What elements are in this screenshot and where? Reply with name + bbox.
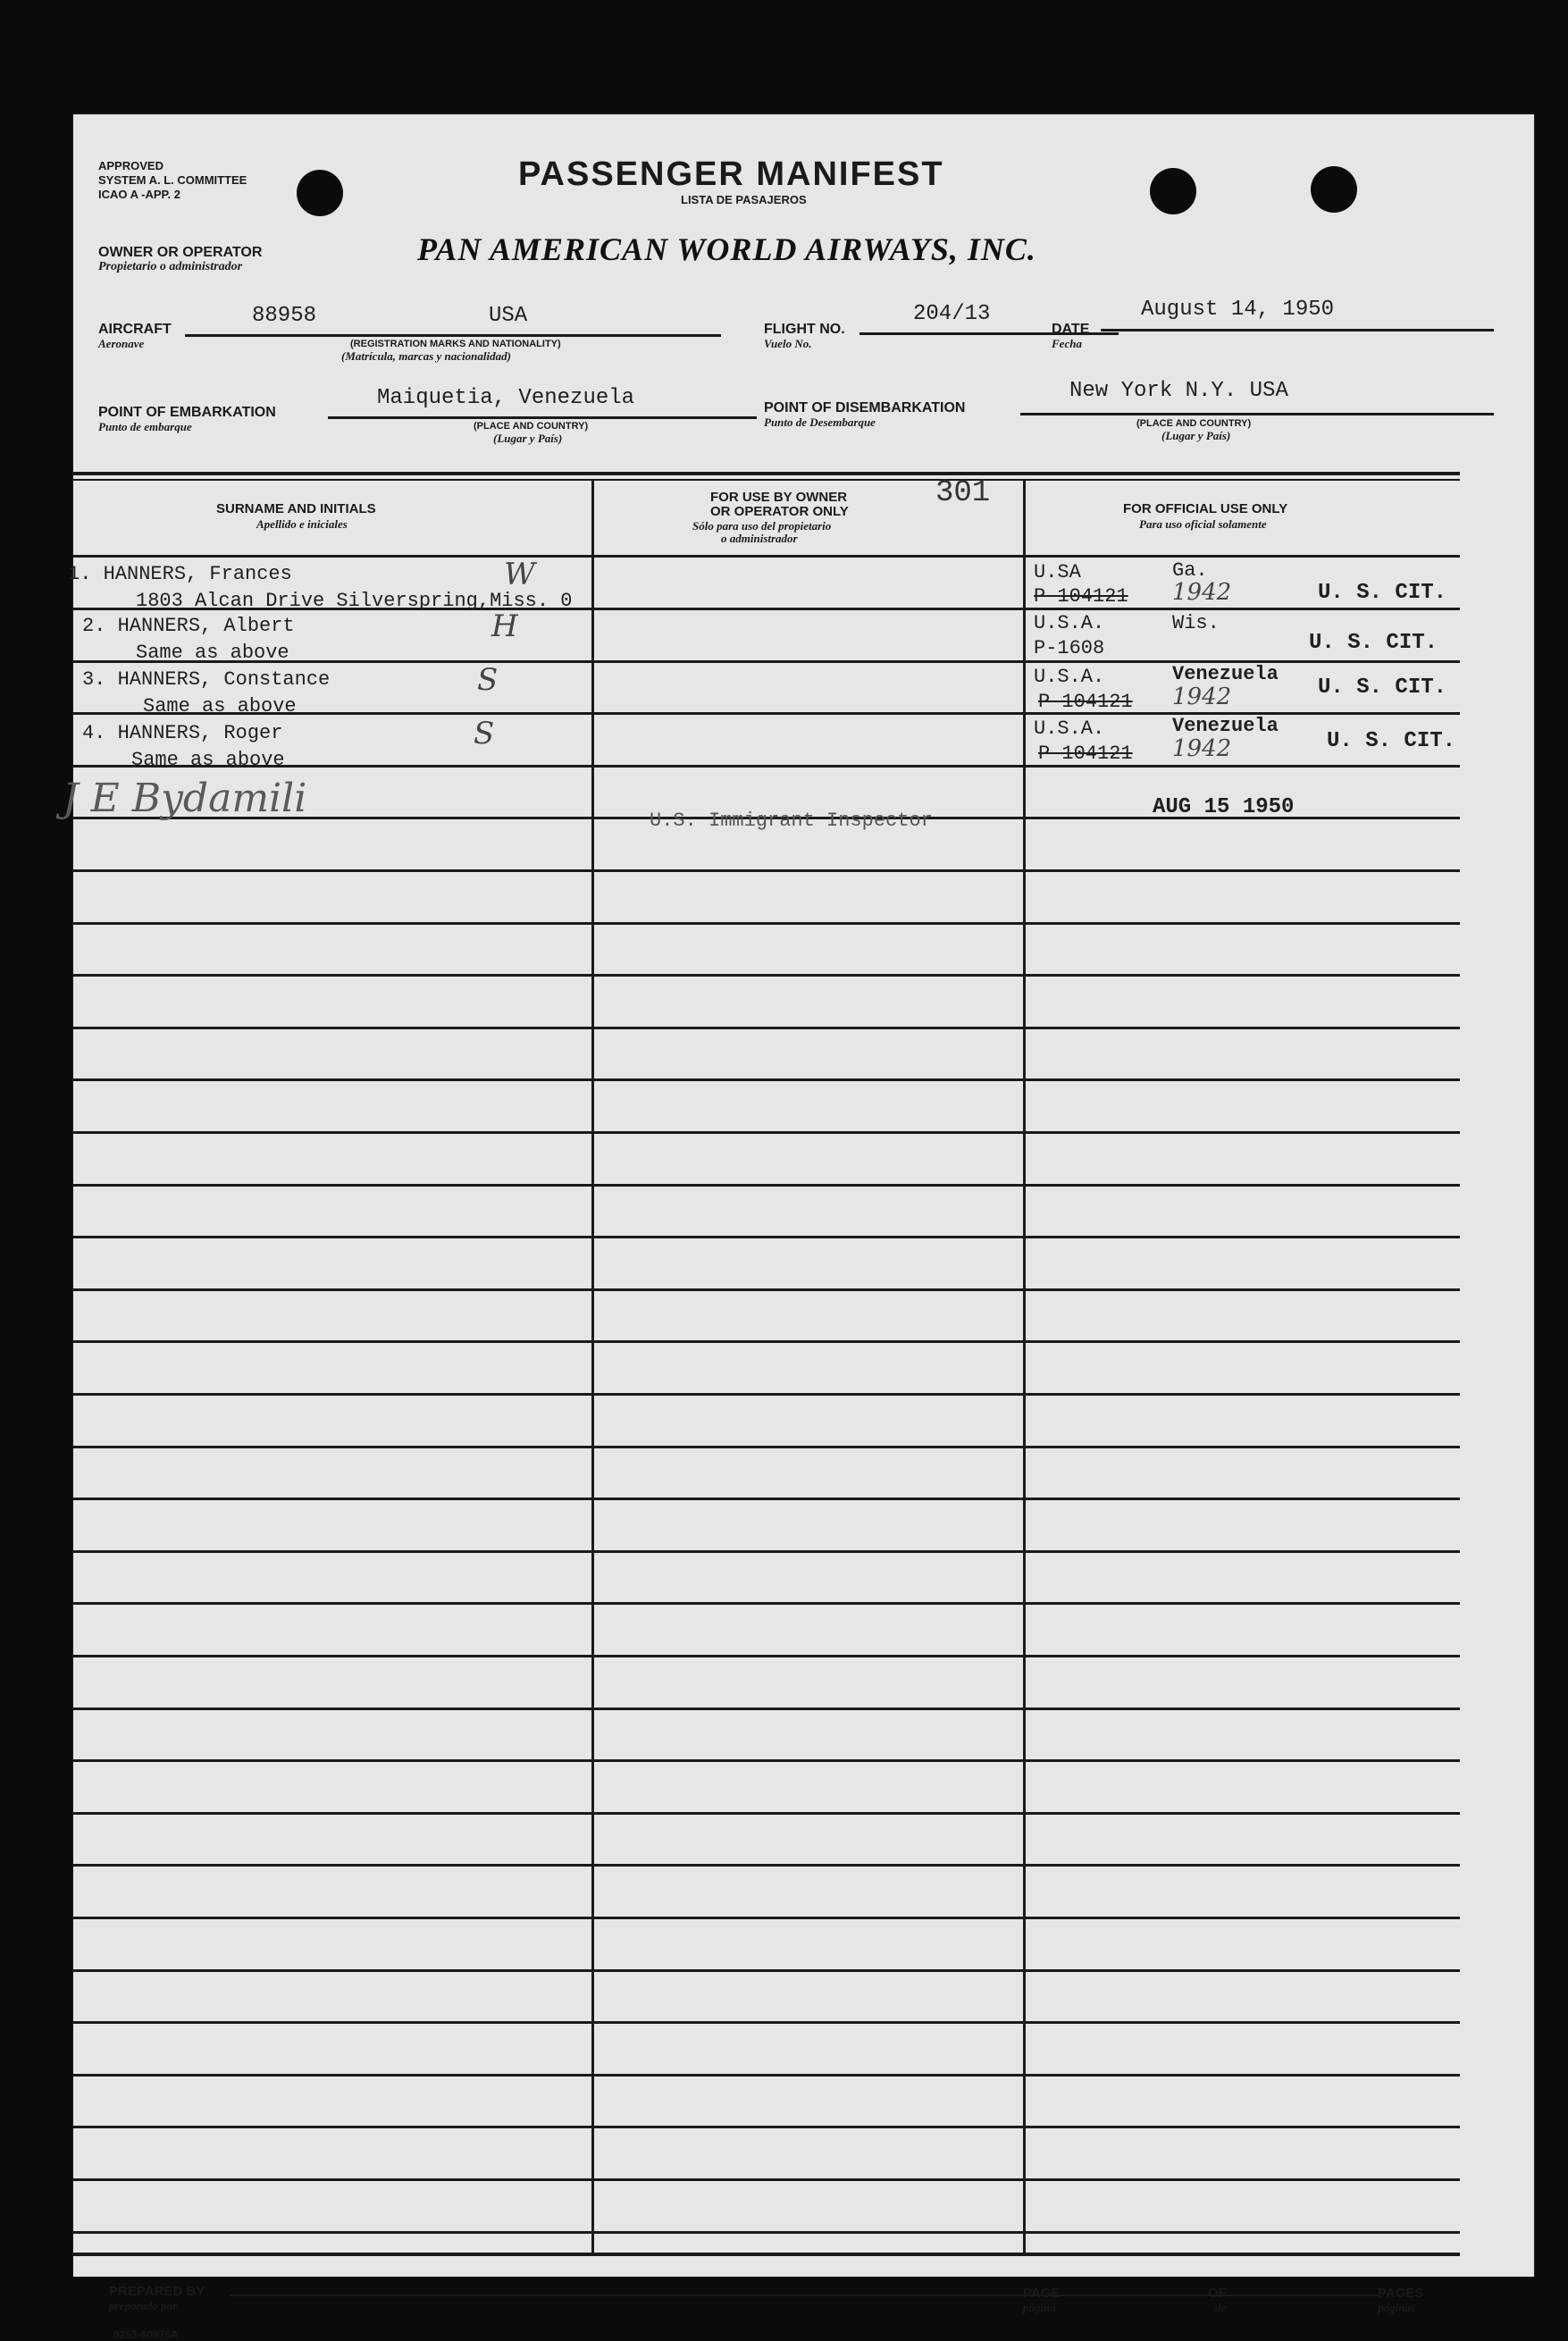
date-label-spanish: Fecha	[1052, 337, 1082, 350]
official-place: Ga.	[1172, 559, 1208, 582]
ruled-line	[73, 1184, 1460, 1187]
aircraft-underline	[185, 334, 721, 337]
disembarkation-underline	[1020, 413, 1494, 415]
passenger-name: 3. HANNERS, Constance	[82, 668, 331, 691]
nationality-value: USA	[489, 304, 528, 328]
passenger-handwritten-mark: S	[474, 716, 495, 751]
ruled-line	[73, 1708, 1460, 1710]
date-label: DATE	[1052, 322, 1090, 337]
official-country: U.S.A.	[1034, 717, 1105, 740]
embarkation-place-caption-spanish: (Lugar y País)	[493, 432, 563, 445]
pages-label-spanish: páginas	[1378, 2301, 1415, 2314]
pages-underline	[1235, 2295, 1378, 2296]
column-official-heading: FOR OFFICIAL USE ONLY	[1123, 501, 1288, 516]
ruled-line	[73, 1602, 1460, 1605]
passenger-handwritten-mark: H	[491, 608, 518, 644]
official-status: U. S. CIT.	[1327, 729, 1456, 753]
inspector-signature: J E Bydamili	[63, 776, 307, 821]
owner-label-spanish: Propietario o administrador	[98, 260, 243, 273]
inspector-caption: U.S. Immigrant Inspector	[650, 810, 933, 832]
approval-line-2: SYSTEM A. L. COMMITTEE	[98, 173, 247, 187]
ruled-line	[73, 1864, 1460, 1867]
embarkation-place-caption: (PLACE AND COUNTRY)	[474, 421, 589, 432]
official-status: U. S. CIT.	[1318, 581, 1447, 605]
ruled-line	[73, 2021, 1460, 2024]
ruled-line	[73, 2074, 1460, 2077]
embarkation-label: POINT OF EMBARKATION	[98, 405, 276, 420]
prepared-by-label: PREPARED BY	[109, 2284, 205, 2299]
punch-hole-left	[297, 170, 343, 216]
embarkation-underline	[328, 416, 757, 419]
owner-label: OWNER OR OPERATOR	[98, 245, 263, 260]
passenger-address: 1803 Alcan Drive Silverspring,Miss. 0	[136, 590, 573, 612]
ruled-line	[73, 1393, 1460, 1396]
aircraft-label-spanish: Aeronave	[98, 337, 145, 350]
ruled-line	[73, 1969, 1460, 1972]
passenger-name: 1. HANNERS, Frances	[68, 563, 292, 585]
ruled-line	[73, 1498, 1460, 1500]
manifest-sheet	[63, 114, 1534, 2341]
passenger-name: 2. HANNERS, Albert	[82, 615, 295, 637]
official-country: U.S.A.	[1034, 666, 1105, 688]
registration-caption: (REGISTRATION MARKS AND NATIONALITY)	[350, 339, 561, 349]
official-status: U. S. CIT.	[1309, 631, 1438, 655]
official-handwritten-year: 1942	[1172, 579, 1232, 606]
prepared-by-underline	[230, 2295, 1087, 2296]
official-handwritten-year: 1942	[1172, 684, 1232, 710]
official-country: U.SA	[1034, 561, 1081, 583]
disembarkation-value: New York N.Y. USA	[1069, 379, 1288, 403]
ruled-line	[73, 1655, 1460, 1657]
aircraft-label: AIRCRAFT	[98, 322, 172, 337]
official-place: Venezuela	[1172, 715, 1279, 737]
aircraft-value: 88958	[252, 304, 317, 328]
passenger-address: Same as above	[143, 695, 297, 717]
header-bottom-rule	[73, 555, 1460, 558]
page-label-spanish: página	[1023, 2301, 1056, 2314]
disembarkation-label-spanish: Punto de Desembarque	[764, 415, 876, 429]
column-owner-heading-2: OR OPERATOR ONLY	[710, 504, 849, 519]
ruled-line	[73, 1078, 1460, 1081]
official-place: Venezuela	[1172, 663, 1279, 685]
page-title: PASSENGER MANIFEST	[518, 155, 944, 193]
embarkation-value: Maiquetia, Venezuela	[377, 386, 635, 410]
official-place: Wis.	[1172, 612, 1220, 634]
approval-line-1: APPROVED	[98, 159, 164, 172]
registration-caption-spanish: (Matrícula, marcas y nacionalidad)	[341, 349, 511, 363]
approval-line-3: ICAO A -APP. 2	[98, 188, 180, 201]
ruled-line	[73, 1027, 1460, 1029]
ruled-line	[73, 1917, 1460, 1919]
of-label-spanish: de	[1215, 2301, 1227, 2314]
ruled-line	[73, 869, 1460, 872]
column-owner-heading-spanish-2: o administrador	[721, 532, 798, 545]
pages-label: PAGES	[1378, 2286, 1424, 2301]
official-number: P-104121	[1034, 585, 1128, 608]
date-underline	[1101, 329, 1494, 331]
owner-value: PAN AMERICAN WORLD AIRWAYS, INC.	[417, 231, 1036, 267]
ruled-line	[73, 1446, 1460, 1448]
date-value: August 14, 1950	[1141, 298, 1335, 322]
passenger-address: Same as above	[131, 749, 285, 771]
official-number: P-104121	[1038, 691, 1133, 713]
ruled-line	[73, 974, 1460, 977]
passenger-handwritten-mark: W	[504, 557, 535, 592]
flight-no-label: FLIGHT NO.	[764, 322, 845, 337]
passenger-name: 4. HANNERS, Roger	[82, 722, 283, 744]
official-handwritten-year: 1942	[1172, 735, 1232, 762]
page-title-spanish: LISTA DE PASAJEROS	[681, 193, 807, 206]
prepared-by-label-spanish: preparado por	[109, 2299, 178, 2312]
passenger-handwritten-mark: S	[477, 662, 499, 698]
ruled-line	[73, 1288, 1460, 1291]
column-owner-heading-spanish-1: Sólo para uso del propietario	[692, 519, 832, 533]
ruled-line	[73, 1340, 1460, 1343]
disembarkation-place-caption-spanish: (Lugar y País)	[1161, 429, 1231, 442]
ruled-line	[73, 2178, 1460, 2181]
column-divider-1	[591, 479, 594, 2253]
table-top-rule	[73, 472, 1460, 475]
table-top-rule-2	[73, 479, 1460, 481]
ruled-line	[73, 1550, 1460, 1553]
official-status: U. S. CIT.	[1318, 675, 1447, 700]
flight-no-label-spanish: Vuelo No.	[764, 337, 812, 350]
official-country: U.S.A.	[1034, 612, 1105, 634]
of-label: OF	[1208, 2286, 1227, 2301]
ruled-line	[73, 2231, 1460, 2234]
page-label: PAGE	[1023, 2286, 1061, 2301]
official-number: P-1608	[1034, 637, 1105, 659]
column-owner-number: 301	[935, 476, 991, 510]
flight-no-value: 204/13	[913, 302, 991, 326]
punch-hole-right	[1311, 166, 1357, 213]
column-owner-heading-1: FOR USE BY OWNER	[710, 490, 848, 505]
form-number: 9253-60975A	[113, 2328, 179, 2341]
ruled-line	[73, 1759, 1460, 1762]
ruled-line	[73, 2126, 1460, 2128]
official-number: P-104121	[1038, 743, 1133, 765]
ruled-line	[73, 1812, 1460, 1815]
embarkation-label-spanish: Punto de embarque	[98, 420, 192, 433]
passenger-address: Same as above	[136, 642, 289, 664]
disembarkation-label: POINT OF DISEMBARKATION	[764, 400, 966, 415]
column-surname-heading: SURNAME AND INITIALS	[216, 501, 376, 516]
ruled-line	[73, 1131, 1460, 1134]
column-surname-heading-spanish: Apellido e iniciales	[256, 517, 348, 531]
ruled-line	[73, 1236, 1460, 1238]
disembarkation-place-caption: (PLACE AND COUNTRY)	[1136, 418, 1252, 429]
ruled-line	[73, 922, 1460, 925]
inspection-stamp-date: AUG 15 1950	[1153, 795, 1295, 819]
punch-hole-mid	[1150, 168, 1196, 214]
footer-top-rule	[73, 2253, 1460, 2256]
column-divider-2	[1023, 479, 1026, 2253]
column-official-heading-spanish: Para uso oficial solamente	[1139, 517, 1267, 531]
